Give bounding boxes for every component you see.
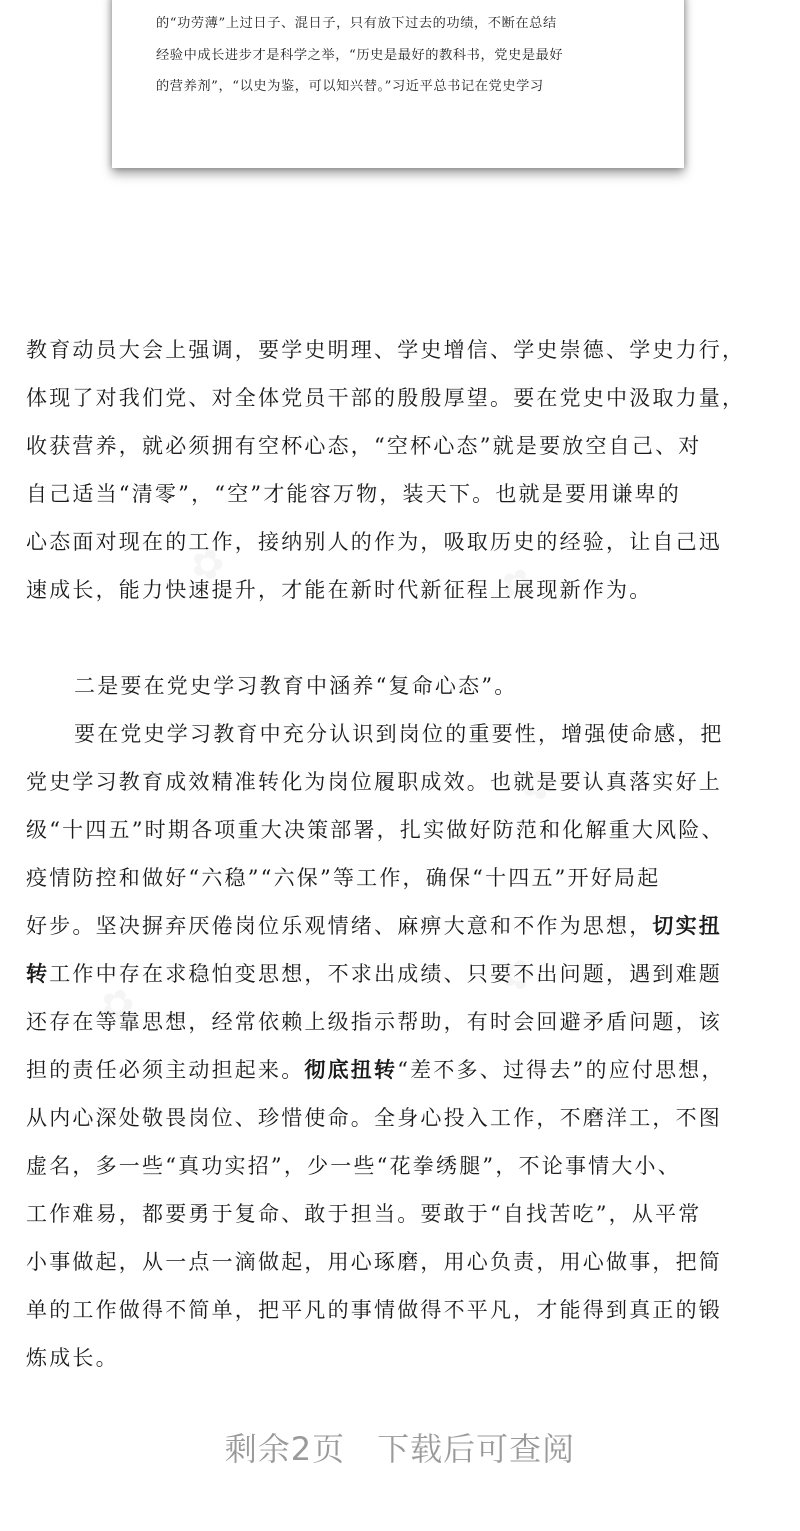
paragraph-line: 还存在等靠思想，经常依赖上级指示帮助，有时会回避矛盾问题，该 xyxy=(26,1010,722,1034)
download-to-view-label: 下载后可查阅 xyxy=(377,1430,576,1468)
preview-line: 的“功劳薄”上过日子、混日子，只有放下过去的功绩，不断在总结 xyxy=(156,16,557,31)
paragraph-line: 要在党史学习教育中充分认识到岗位的重要性，增强使命感，把 xyxy=(74,722,724,746)
paragraph-line xyxy=(26,1046,786,1094)
section-heading: 二是要在党史学习教育中涵养“复命心态”。 xyxy=(74,674,518,698)
preview-line: 的营养剂”，“以史为鉴，可以知兴替。”习近平总书记在党史学习 xyxy=(156,79,544,94)
paragraph-line: 疫情防控和做好“六稳”“六保”等工作，确保“十四五”开好局起 xyxy=(26,866,661,890)
paragraph-line: 收获营养，就必须拥有空杯心态，“空杯心态”就是要放空自己、对 xyxy=(26,434,702,458)
paragraph-line xyxy=(26,950,786,998)
paragraph-line xyxy=(26,902,786,950)
paragraph-line: 级“十四五”时期各项重大决策部署，扎实做好防范和化解重大风险、 xyxy=(26,818,725,842)
bold-text: 转 xyxy=(26,961,50,986)
text-run: 担的责任必须主动担起来。 xyxy=(26,1058,305,1082)
remaining-pages-notice[interactable] xyxy=(0,1424,800,1470)
paragraph-line: 党史学习教育成效精准转化为岗位履职成效。也就是要认真落实好上 xyxy=(26,770,722,794)
article-body xyxy=(26,326,786,1382)
paragraph-line: 速成长，能力快速提升，才能在新时代新征程上展现新作为。 xyxy=(26,578,653,602)
paragraph-gap xyxy=(26,614,786,662)
paragraph-line: 自己适当“清零”，“空”才能容万物，装天下。也就是要用谦卑的 xyxy=(26,482,681,506)
text-run: 好步。坚决摒弃厌倦岗位乐观情绪、麻痹大意和不作为思想， xyxy=(26,914,653,938)
bold-text: 切实扭 xyxy=(652,913,723,938)
paragraph-line: 小事做起，从一点一滴做起，用心琢磨，用心负责，用心做事，把简 xyxy=(26,1250,722,1274)
paragraph-line: 虚名，多一些“真功实招”，少一些“花拳绣腿”，不论事情大小、 xyxy=(26,1154,681,1178)
bold-text: 彻底扭转 xyxy=(304,1057,398,1082)
paragraph-line: 心态面对现在的工作，接纳别人的作为，吸取历史的经验，让自己迅 xyxy=(26,530,722,554)
paragraph-line: 教育动员大会上强调，要学史明理、学史增信、学史崇德、学史力行， xyxy=(26,338,746,362)
paragraph-line: 体现了对我们党、对全体党员干部的殷殷厚望。要在党史中汲取力量， xyxy=(26,386,746,410)
paragraph-line: 单的工作做得不简单，把平凡的事情做得不平凡，才能得到真正的锻 xyxy=(26,1298,722,1322)
paragraph-line: 炼成长。 xyxy=(26,1346,119,1370)
paragraph-line: 从内心深处敬畏岗位、珍惜使命。全身心投入工作，不磨洋工，不图 xyxy=(26,1106,722,1130)
preview-card xyxy=(112,0,684,168)
preview-line: 经验中成长进步才是科学之举，“历史是最好的教科书，党史是最好 xyxy=(156,47,564,63)
paragraph-line: 工作难易，都要勇于复命、敢于担当。要敢于“自找苦吃”，从平常 xyxy=(26,1202,702,1226)
text-run: “差不多、过得去”的应付思想， xyxy=(397,1058,725,1082)
preview-text xyxy=(156,8,656,103)
text-run: 工作中存在求稳怕变思想，不求出成绩、只要不出问题，遇到难题 xyxy=(49,962,723,986)
remaining-pages-label: 剩余2页 xyxy=(224,1430,346,1468)
